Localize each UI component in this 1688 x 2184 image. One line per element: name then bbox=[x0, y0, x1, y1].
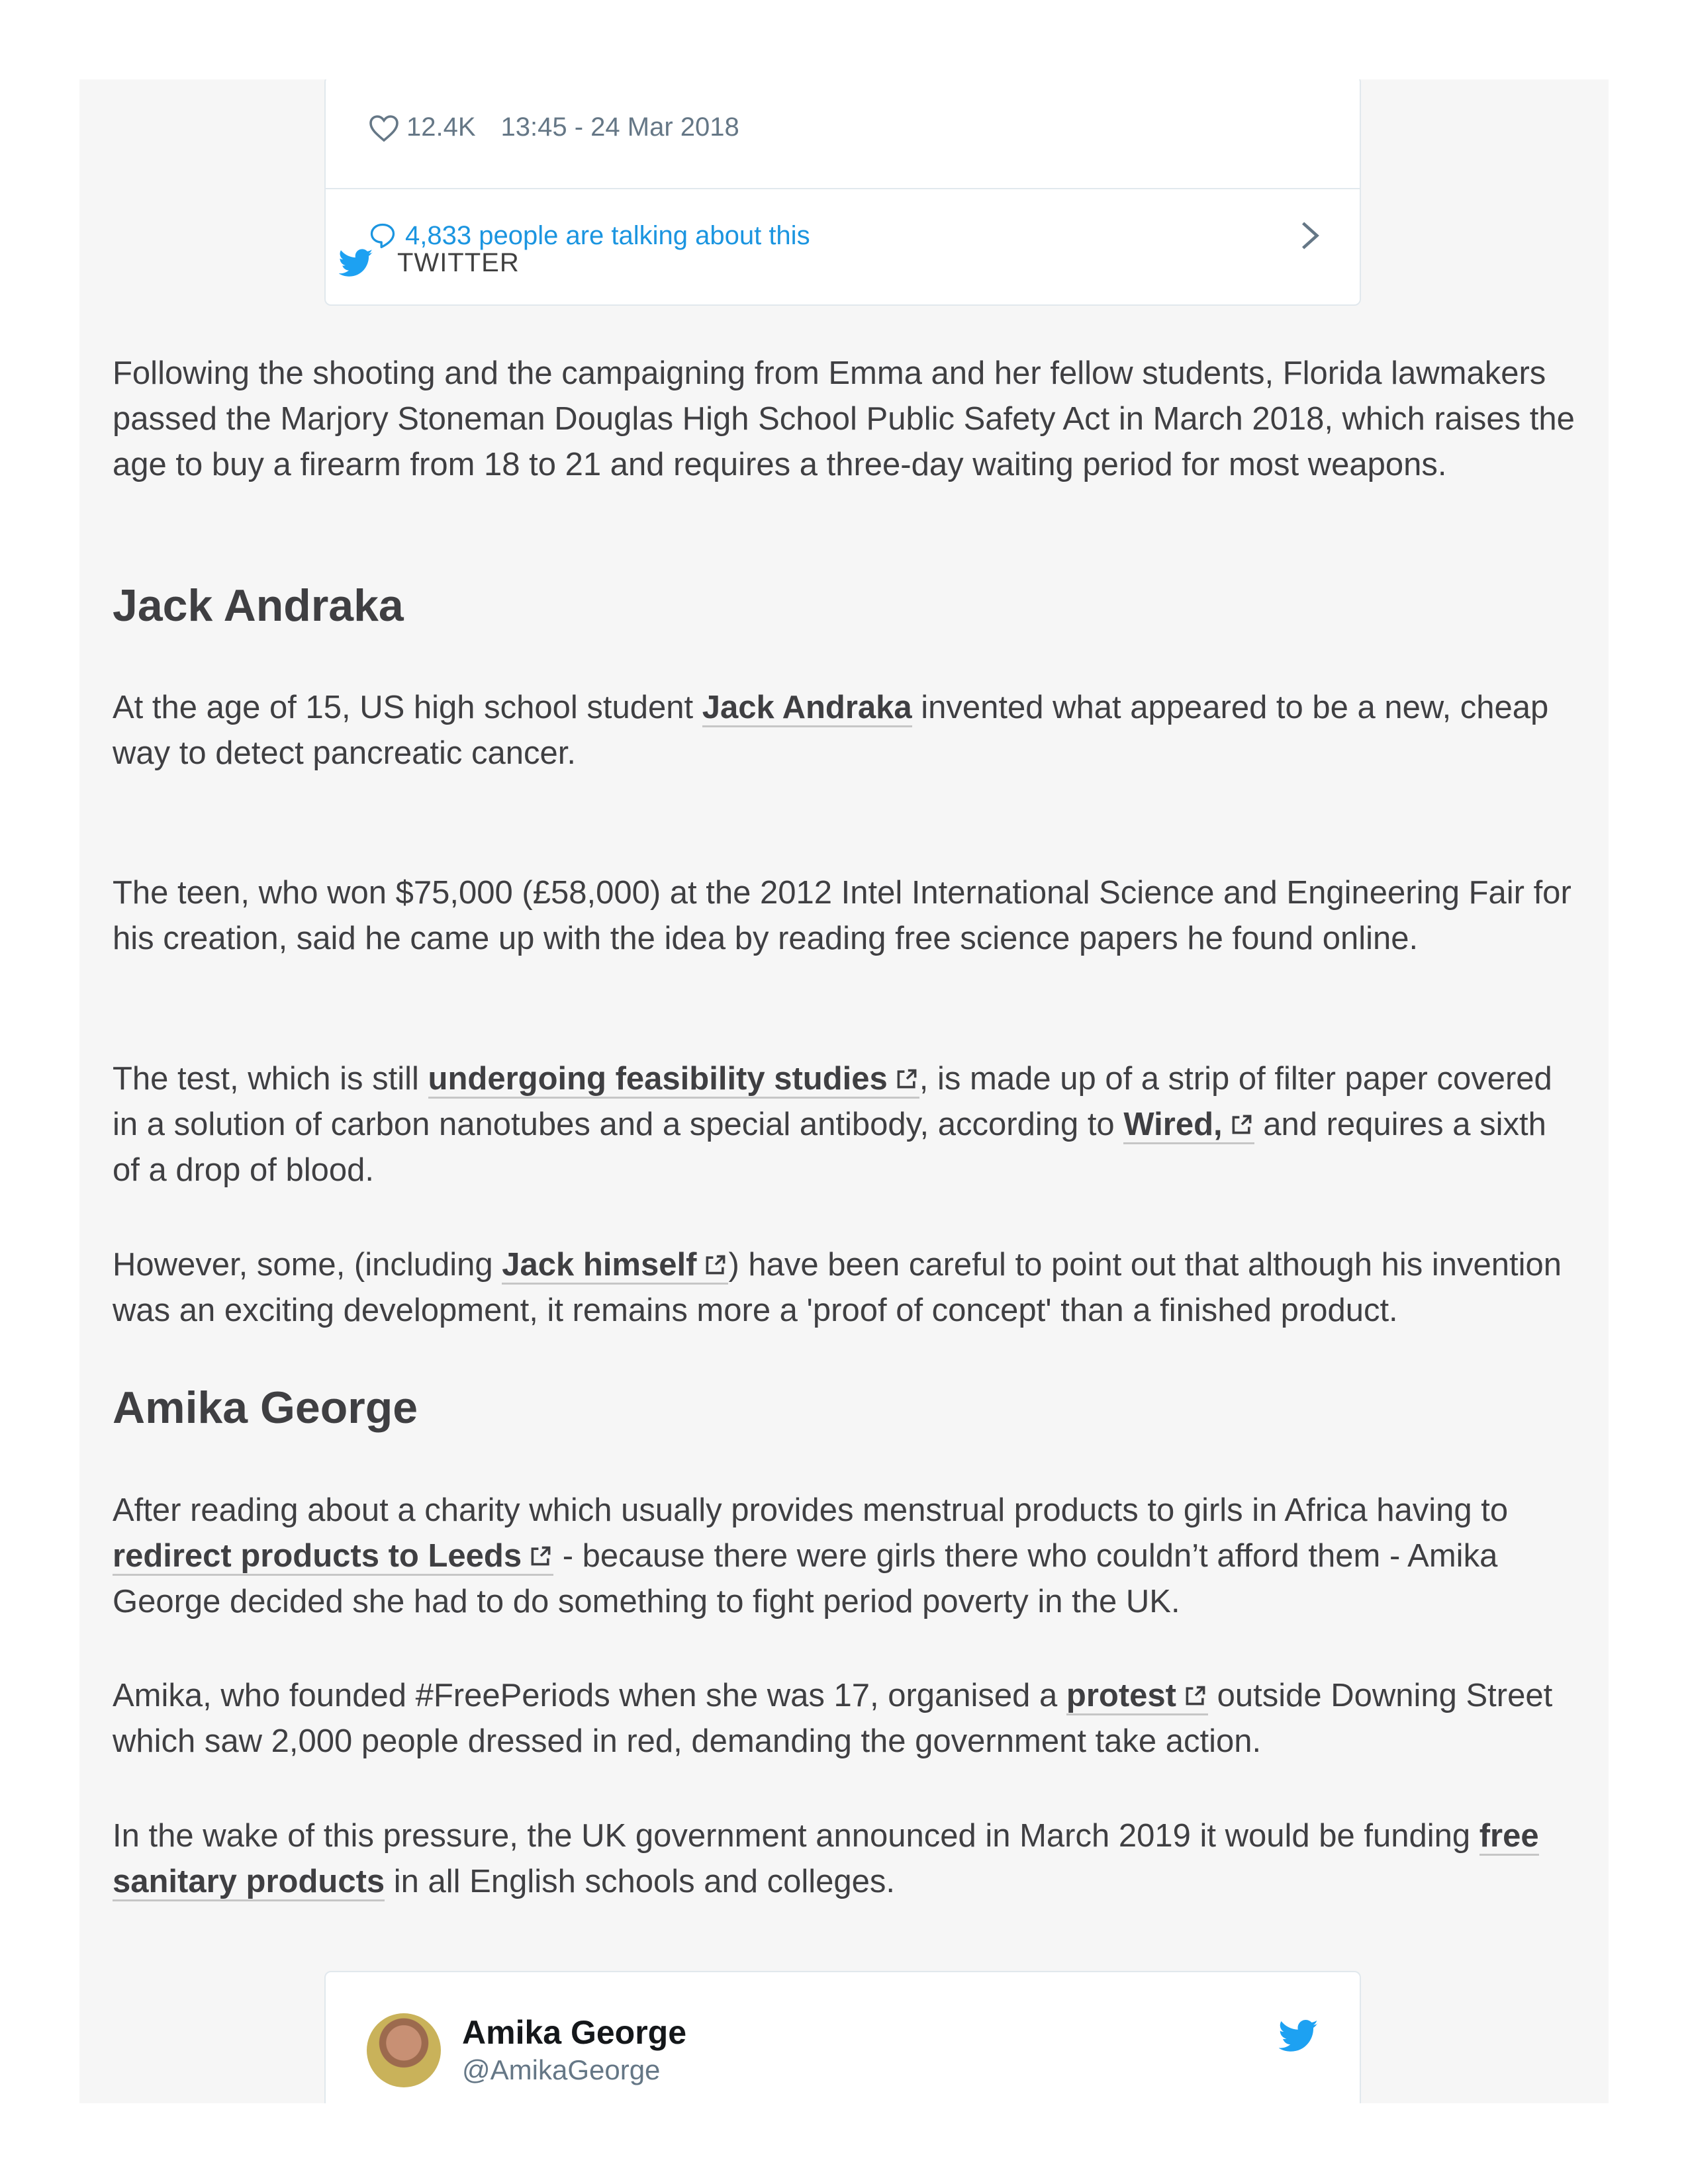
chevron-right-icon bbox=[1300, 220, 1320, 251]
paragraph-government-funding bbox=[113, 1813, 1582, 1905]
paragraph-jack-intro bbox=[113, 685, 1582, 776]
text-run: - because there were girls there who couldn’t afford them - Amika George decided she had to do something to fight period poverty in the UK. bbox=[113, 1538, 1498, 1619]
avatar[interactable] bbox=[367, 2013, 441, 2087]
text-run: ) have been careful to point out that although his invention was an exciting development, it remains more a 'proof of concept' than a finished product. bbox=[113, 1247, 1562, 1328]
embedded-tweet-amika[interactable] bbox=[324, 1971, 1361, 2103]
link-feasibility-studies[interactable] bbox=[428, 1061, 919, 1099]
text-run: , is made up of a strip of filter paper covered in a solution of carbon nanotubes and a special antibody, according to bbox=[113, 1061, 1552, 1142]
link-text: Wired, bbox=[1123, 1107, 1223, 1142]
talking-count-text: 4,833 people are talking about this bbox=[405, 220, 810, 250]
text-run: After reading about a charity which usually provides menstrual products to girls in Africa having to bbox=[113, 1492, 1509, 1528]
text-run: The test, which is still bbox=[113, 1061, 428, 1097]
link-text: undergoing feasibility studies bbox=[428, 1061, 888, 1097]
link-text: protest bbox=[1066, 1678, 1176, 1713]
text-run: Amika, who founded #FreePeriods when she was 17, organised a bbox=[113, 1678, 1066, 1713]
like-count: 12.4K bbox=[406, 113, 476, 142]
external-link-icon bbox=[894, 1067, 919, 1091]
tweet-divider bbox=[326, 188, 1360, 189]
link-protest[interactable] bbox=[1066, 1678, 1208, 1715]
link-text: Jack himself bbox=[502, 1247, 697, 1283]
text-run: in all English schools and colleges. bbox=[385, 1864, 896, 1899]
heading-amika-george: Amika George bbox=[113, 1383, 418, 1433]
text-run: invented what appeared to be a new, cheap way to detect pancreatic cancer. bbox=[113, 690, 1549, 771]
link-jack-himself[interactable] bbox=[502, 1247, 728, 1285]
link-wired[interactable] bbox=[1123, 1107, 1254, 1144]
link-text: redirect products to Leeds bbox=[113, 1538, 522, 1574]
tweet-meta bbox=[368, 113, 739, 142]
twitter-bird-icon bbox=[339, 249, 373, 278]
paragraph-intel-prize: The teen, who won $75,000 (£58,000) at the 2012 Intel International Science and Engineering Fair for his creation, said he came up with the idea by reading free science papers he found online. bbox=[113, 875, 1571, 956]
speech-bubble-icon bbox=[368, 221, 397, 250]
article-page bbox=[79, 79, 1609, 2103]
source-name: TWITTER bbox=[397, 248, 520, 277]
tweet-author-handle[interactable]: @AmikaGeorge bbox=[462, 2054, 661, 2085]
tweet-timestamp[interactable]: 13:45 - 24 Mar 2018 bbox=[500, 113, 739, 142]
text-run: and requires a sixth of a drop of blood. bbox=[113, 1107, 1546, 1188]
paragraph-free-periods bbox=[113, 1673, 1582, 1764]
text-run: At the age of 15, US high school student bbox=[113, 690, 702, 725]
text-run: outside Downing Street which saw 2,000 people dressed in red, demanding the government take action. bbox=[113, 1678, 1553, 1759]
external-link-icon bbox=[1183, 1684, 1208, 1707]
external-link-icon bbox=[528, 1544, 553, 1568]
link-jack-andraka[interactable]: Jack Andraka bbox=[702, 690, 912, 727]
heart-icon[interactable] bbox=[368, 113, 400, 142]
external-link-icon bbox=[703, 1253, 728, 1277]
link-redirect-products[interactable] bbox=[113, 1538, 553, 1576]
twitter-bird-icon[interactable] bbox=[1279, 2020, 1319, 2053]
paragraph-florida-act: Following the shooting and the campaigning from Emma and her fellow students, Florida lawmakers passed the Marjory Stoneman Douglas High School Public Safety Act in March 2018, which raises the age to buy a firearm from 18 to 21 and requires a three-day waiting period for most weapons. bbox=[113, 355, 1575, 482]
paragraph-proof-of-concept bbox=[113, 1242, 1582, 1334]
text-run: However, some, (including bbox=[113, 1247, 502, 1283]
tweet-author-name[interactable]: Amika George bbox=[462, 2014, 687, 2051]
text-run: In the wake of this pressure, the UK government announced in March 2019 it would be funding bbox=[113, 1818, 1479, 1854]
external-link-icon bbox=[1229, 1113, 1254, 1136]
embed-source-label bbox=[339, 248, 520, 278]
heading-jack-andraka: Jack Andraka bbox=[113, 580, 404, 631]
paragraph-test-details bbox=[113, 1056, 1582, 1193]
paragraph-period-poverty bbox=[113, 1488, 1582, 1625]
link-free-sanitary-products[interactable]: free sanitary products bbox=[113, 1818, 1539, 1901]
